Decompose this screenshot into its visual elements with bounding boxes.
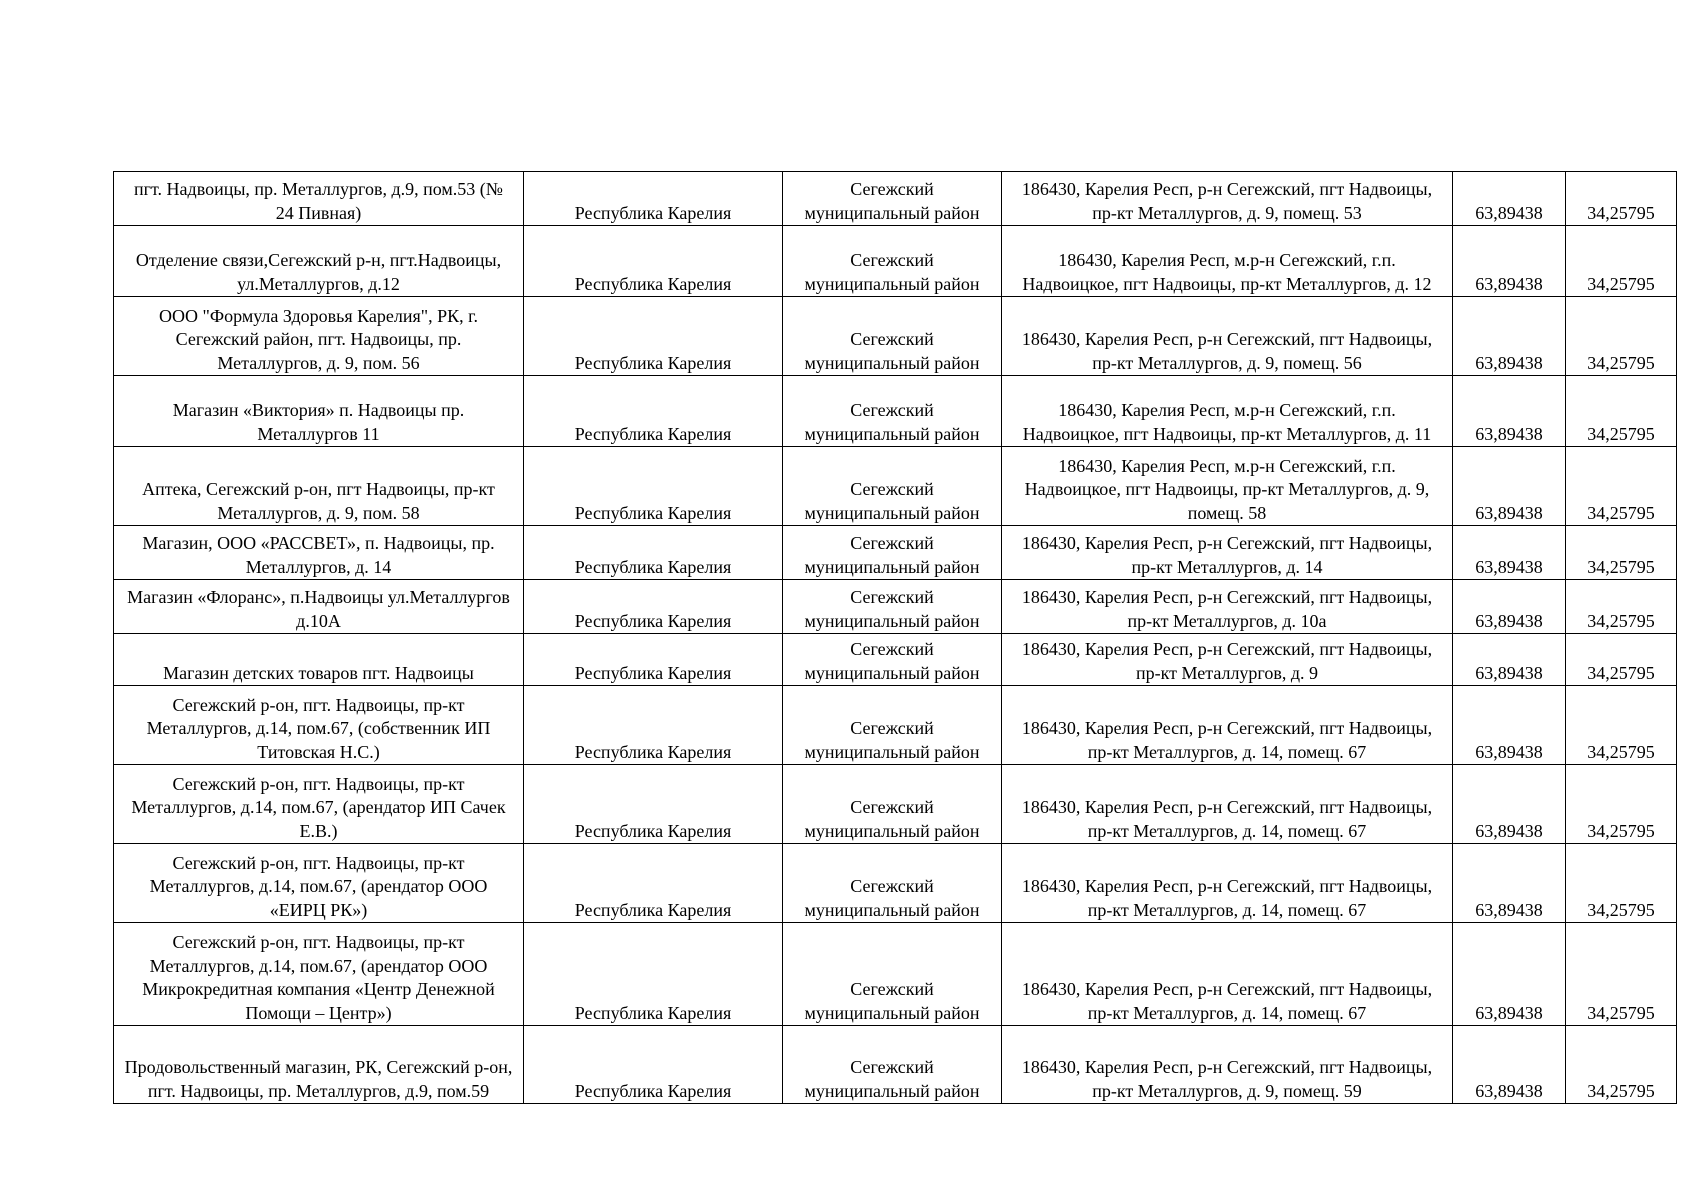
object-name-cell: Магазин «Флоранс», п.Надвоицы ул.Металлургов д.10А (114, 580, 524, 634)
region-cell: Республика Карелия (524, 526, 783, 580)
table-row (114, 226, 1677, 297)
latitude-cell: 63,89438 (1453, 1026, 1566, 1104)
object-name-cell: Продовольственный магазин, РК, Сегежский р-он, пгт. Надвоицы, пр. Металлургов, д.9, пом.59 (114, 1026, 524, 1104)
longitude-cell: 34,25795 (1566, 765, 1677, 844)
district-cell: Сегежский муниципальный район (783, 376, 1002, 447)
district-cell: Сегежский муниципальный район (783, 686, 1002, 765)
table-row (114, 580, 1677, 634)
address-cell: 186430, Карелия Респ, м.р-н Сегежский, г.п. Надвоицкое, пгт Надвоицы, пр-кт Металлургов, д. 11 (1002, 376, 1453, 447)
latitude-cell: 63,89438 (1453, 765, 1566, 844)
table-row (114, 526, 1677, 580)
address-cell: 186430, Карелия Респ, р-н Сегежский, пгт Надвоицы, пр-кт Металлургов, д. 14, помещ. 67 (1002, 844, 1453, 923)
table-row (114, 844, 1677, 923)
address-cell: 186430, Карелия Респ, р-н Сегежский, пгт Надвоицы, пр-кт Металлургов, д. 14, помещ. 67 (1002, 765, 1453, 844)
table-row (114, 172, 1677, 226)
address-cell: 186430, Карелия Респ, р-н Сегежский, пгт Надвоицы, пр-кт Металлургов, д. 14, помещ. 67 (1002, 923, 1453, 1026)
district-cell: Сегежский муниципальный район (783, 447, 1002, 526)
latitude-cell: 63,89438 (1453, 634, 1566, 686)
region-cell: Республика Карелия (524, 376, 783, 447)
longitude-cell: 34,25795 (1566, 172, 1677, 226)
latitude-cell: 63,89438 (1453, 686, 1566, 765)
object-name-cell: Отделение связи,Сегежский р-н, пгт.Надвоицы, ул.Металлургов, д.12 (114, 226, 524, 297)
address-cell: 186430, Карелия Респ, р-н Сегежский, пгт Надвоицы, пр-кт Металлургов, д. 14 (1002, 526, 1453, 580)
table-row (114, 376, 1677, 447)
longitude-cell: 34,25795 (1566, 634, 1677, 686)
longitude-cell: 34,25795 (1566, 923, 1677, 1026)
table-row (114, 1026, 1677, 1104)
region-cell: Республика Карелия (524, 765, 783, 844)
longitude-cell: 34,25795 (1566, 1026, 1677, 1104)
district-cell: Сегежский муниципальный район (783, 580, 1002, 634)
district-cell: Сегежский муниципальный район (783, 1026, 1002, 1104)
address-cell: 186430, Карелия Респ, р-н Сегежский, пгт Надвоицы, пр-кт Металлургов, д. 9 (1002, 634, 1453, 686)
longitude-cell: 34,25795 (1566, 844, 1677, 923)
table-row (114, 297, 1677, 376)
longitude-cell: 34,25795 (1566, 447, 1677, 526)
district-cell: Сегежский муниципальный район (783, 923, 1002, 1026)
district-cell: Сегежский муниципальный район (783, 226, 1002, 297)
region-cell: Республика Карелия (524, 297, 783, 376)
longitude-cell: 34,25795 (1566, 376, 1677, 447)
district-cell: Сегежский муниципальный район (783, 634, 1002, 686)
object-name-cell: Сегежский р-он, пгт. Надвоицы, пр-кт Металлургов, д.14, пом.67, (арендатор ООО «ЕИРЦ РК») (114, 844, 524, 923)
longitude-cell: 34,25795 (1566, 686, 1677, 765)
region-cell: Республика Карелия (524, 634, 783, 686)
object-name-cell: Магазин детских товаров пгт. Надвоицы (114, 634, 524, 686)
district-cell: Сегежский муниципальный район (783, 297, 1002, 376)
object-name-cell: Сегежский р-он, пгт. Надвоицы, пр-кт Металлургов, д.14, пом.67, (собственник ИП Титовская Н.С.) (114, 686, 524, 765)
region-cell: Республика Карелия (524, 686, 783, 765)
table-row (114, 447, 1677, 526)
address-cell: 186430, Карелия Респ, м.р-н Сегежский, г.п. Надвоицкое, пгт Надвоицы, пр-кт Металлургов, д. 12 (1002, 226, 1453, 297)
table-row (114, 686, 1677, 765)
object-name-cell: Сегежский р-он, пгт. Надвоицы, пр-кт Металлургов, д.14, пом.67, (арендатор ИП Сачек Е.В.) (114, 765, 524, 844)
object-name-cell: Магазин «Виктория» п. Надвоицы пр. Металлургов 11 (114, 376, 524, 447)
address-cell: 186430, Карелия Респ, р-н Сегежский, пгт Надвоицы, пр-кт Металлургов, д. 10а (1002, 580, 1453, 634)
latitude-cell: 63,89438 (1453, 376, 1566, 447)
address-table-body (114, 172, 1677, 1104)
object-name-cell: Сегежский р-он, пгт. Надвоицы, пр-кт Металлургов, д.14, пом.67, (арендатор ООО Микрокредитная компания «Центр Денежной Помощи – Центр») (114, 923, 524, 1026)
latitude-cell: 63,89438 (1453, 447, 1566, 526)
object-name-cell: Аптека, Сегежский р-он, пгт Надвоицы, пр-кт Металлургов, д. 9, пом. 58 (114, 447, 524, 526)
latitude-cell: 63,89438 (1453, 844, 1566, 923)
latitude-cell: 63,89438 (1453, 226, 1566, 297)
latitude-cell: 63,89438 (1453, 172, 1566, 226)
object-name-cell: пгт. Надвоицы, пр. Металлургов, д.9, пом.53 (№ 24 Пивная) (114, 172, 524, 226)
object-name-cell: ООО "Формула Здоровья Карелия", РК, г. Сегежский район, пгт. Надвоицы, пр. Металлургов, д. 9, пом. 56 (114, 297, 524, 376)
latitude-cell: 63,89438 (1453, 526, 1566, 580)
address-cell: 186430, Карелия Респ, м.р-н Сегежский, г.п. Надвоицкое, пгт Надвоицы, пр-кт Металлургов, д. 9, помещ. 58 (1002, 447, 1453, 526)
address-cell: 186430, Карелия Респ, р-н Сегежский, пгт Надвоицы, пр-кт Металлургов, д. 14, помещ. 67 (1002, 686, 1453, 765)
table-row (114, 765, 1677, 844)
table-row (114, 923, 1677, 1026)
longitude-cell: 34,25795 (1566, 297, 1677, 376)
longitude-cell: 34,25795 (1566, 580, 1677, 634)
address-cell: 186430, Карелия Респ, р-н Сегежский, пгт Надвоицы, пр-кт Металлургов, д. 9, помещ. 59 (1002, 1026, 1453, 1104)
object-name-cell: Магазин, ООО «РАССВЕТ», п. Надвоицы, пр. Металлургов, д. 14 (114, 526, 524, 580)
address-cell: 186430, Карелия Респ, р-н Сегежский, пгт Надвоицы, пр-кт Металлургов, д. 9, помещ. 53 (1002, 172, 1453, 226)
address-table (113, 171, 1677, 1104)
district-cell: Сегежский муниципальный район (783, 765, 1002, 844)
region-cell: Республика Карелия (524, 447, 783, 526)
district-cell: Сегежский муниципальный район (783, 844, 1002, 923)
latitude-cell: 63,89438 (1453, 297, 1566, 376)
longitude-cell: 34,25795 (1566, 526, 1677, 580)
region-cell: Республика Карелия (524, 923, 783, 1026)
region-cell: Республика Карелия (524, 226, 783, 297)
region-cell: Республика Карелия (524, 172, 783, 226)
region-cell: Республика Карелия (524, 1026, 783, 1104)
table-row (114, 634, 1677, 686)
latitude-cell: 63,89438 (1453, 580, 1566, 634)
district-cell: Сегежский муниципальный район (783, 526, 1002, 580)
district-cell: Сегежский муниципальный район (783, 172, 1002, 226)
longitude-cell: 34,25795 (1566, 226, 1677, 297)
address-cell: 186430, Карелия Респ, р-н Сегежский, пгт Надвоицы, пр-кт Металлургов, д. 9, помещ. 56 (1002, 297, 1453, 376)
region-cell: Республика Карелия (524, 580, 783, 634)
latitude-cell: 63,89438 (1453, 923, 1566, 1026)
region-cell: Республика Карелия (524, 844, 783, 923)
